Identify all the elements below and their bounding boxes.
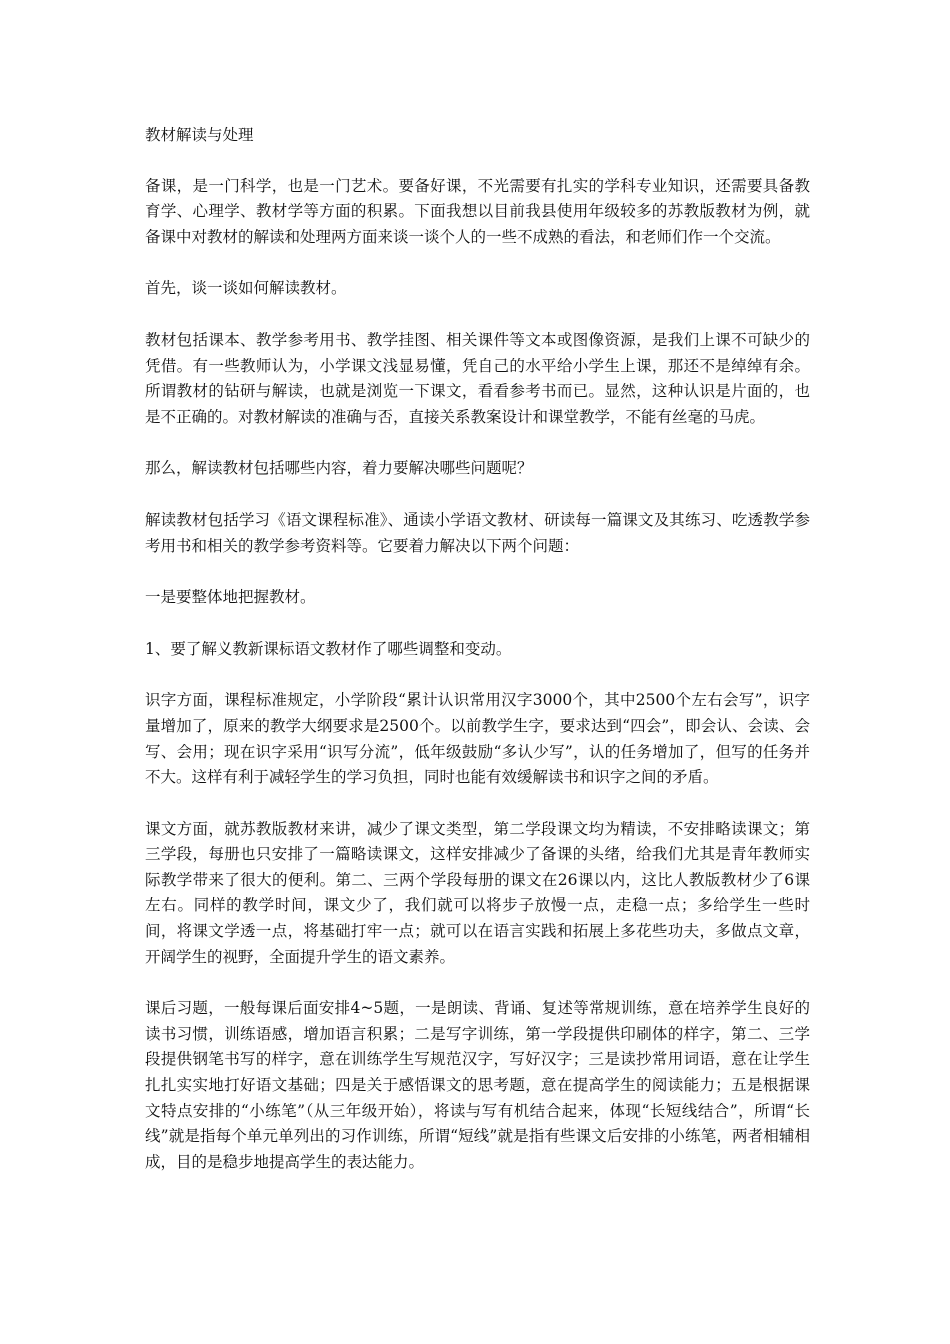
paragraph-literacy: 识字方面，课程标准规定，小学阶段“累计认识常用汉字3000个，其中2500个左右会写”，识字量增加了，原来的教学大纲要求是2500个。以前教学生字，要求达到“四会”，即会认、会读、会写、会用；现在识字采用“识写分流”，低年级鼓励“多认少写”，认的任务增加了，但写的任务并不大。这样有利于减轻学生的学习负担，同时也能有效缓解读书和识字之间的矛盾。 bbox=[145, 691, 810, 787]
paragraph-intro: 备课，是一门科学，也是一门艺术。要备好课，不光需要有扎实的学科专业知识，还需要具备教育学、心理学、教材学等方面的积累。下面我想以目前我县使用年级较多的苏教版教材为例，就备课中对教材的解读和处理两方面来谈一谈个人的一些不成熟的看法，和老师们作一个交流。 bbox=[145, 176, 810, 246]
paragraph-first-point: 首先，谈一谈如何解读教材。 bbox=[145, 279, 347, 298]
document-body bbox=[145, 123, 810, 1201]
paragraph-item-1: 1、要了解义教新课标语文教材作了哪些调整和变动。 bbox=[145, 639, 512, 658]
paragraph-holistic: 一是要整体地把握教材。 bbox=[145, 588, 316, 607]
paragraph-texts: 课文方面，就苏教版教材来讲，减少了课文类型，第二学段课文均为精读，不安排略读课文；第三学段，每册也只安排了一篇略读课文，这样安排减少了备课的头绪，给我们尤其是青年教师实际教学带来了很大的便利。第二、三两个学段每册的课文在26课以内，这比人教版教材少了6课左右。同样的教学时间，课文少了，我们就可以将步子放慢一点，走稳一点；多给学生一些时间，将课文学透一点，将基础打牢一点；就可以在语言实践和拓展上多花些功夫，多做点文章，开阔学生的视野，全面提升学生的语文素养。 bbox=[145, 819, 810, 966]
paragraph-question: 那么，解读教材包括哪些内容，着力要解决哪些问题呢？ bbox=[145, 459, 533, 478]
paragraph-materials: 教材包括课本、教学参考用书、教学挂图、相关课件等文本或图像资源，是我们上课不可缺少的凭借。有一些教师认为，小学课文浅显易懂，凭自己的水平给小学生上课，那还不是绰绰有余。所谓教材的钻研与解读，也就是浏览一下课文，看看参考书而已。显然，这种认识是片面的，也是不正确的。对教材解读的准确与否，直接关系教案设计和课堂教学，不能有丝毫的马虎。 bbox=[145, 330, 810, 426]
paragraph-exercises: 课后习题，一般每课后面安排4~5题，一是朗读、背诵、复述等常规训练，意在培养学生良好的读书习惯，训练语感，增加语言积累；二是写字训练，第一学段提供印刷体的样字，第二、三学段提供钢笔书写的样字，意在训练学生写规范汉字，写好汉字；三是读抄常用词语，意在让学生扎扎实实地打好语文基础；四是关于感悟课文的思考题，意在提高学生的阅读能力；五是根据课文特点安排的“小练笔”（从三年级开始），将读与写有机结合起来，体现“长短线结合”，所谓“长线”就是指每个单元单列出的习作训练，所谓“短线”就是指有些课文后安排的小练笔，两者相辅相成，目的是稳步地提高学生的表达能力。 bbox=[145, 999, 810, 1171]
document-title: 教材解读与处理 bbox=[145, 126, 254, 144]
paragraph-scope: 解读教材包括学习《语文课程标准》、通读小学语文教材、研读每一篇课文及其练习、吃透教学参考用书和相关的教学参考资料等。它要着力解决以下两个问题： bbox=[145, 510, 810, 555]
